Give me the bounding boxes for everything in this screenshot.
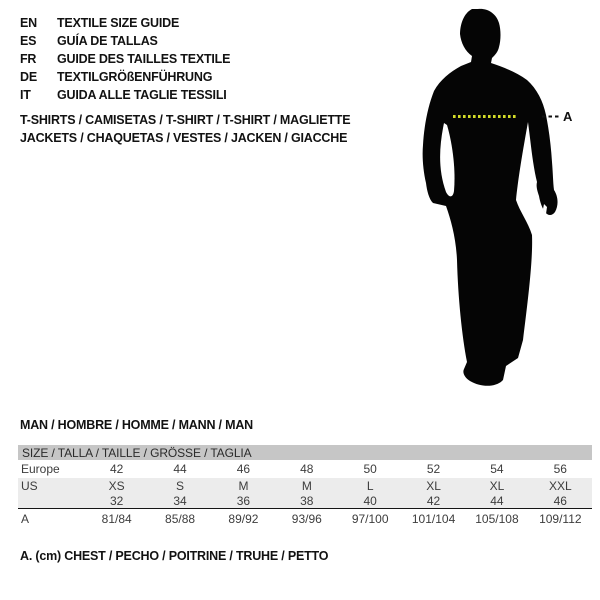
category-jackets: JACKETS / CHAQUETAS / VESTES / JACKEN / GIACCHE <box>20 131 348 145</box>
table-row-europe <box>18 460 592 478</box>
language-label: GUIDE DES TAILLES TEXTILE <box>57 52 231 66</box>
row-label: US <box>21 478 38 493</box>
language-row-it <box>20 86 230 104</box>
language-code: IT <box>20 88 31 102</box>
table-row-us <box>18 478 592 493</box>
size-cell: XS <box>108 478 125 493</box>
size-cell: 46 <box>236 462 251 476</box>
size-cell: 36 <box>236 493 251 508</box>
table-row-numeric <box>18 493 592 508</box>
measurement-footnote: A. (cm) CHEST / PECHO / POITRINE / TRUHE / PETTO <box>20 549 329 563</box>
language-row-en <box>20 14 230 32</box>
language-label: GUÍA DE TALLAS <box>57 34 158 48</box>
size-cell: 54 <box>490 462 504 476</box>
size-cell: 52 <box>426 462 441 476</box>
size-cell: 42 <box>110 462 124 476</box>
size-cell: S <box>176 478 185 493</box>
size-cell: XL <box>426 478 441 493</box>
size-table <box>18 445 592 528</box>
size-cell: 50 <box>363 462 377 476</box>
language-label: GUIDA ALLE TAGLIE TESSILI <box>57 88 227 102</box>
size-cell: 40 <box>363 493 377 508</box>
language-label: TEXTILE SIZE GUIDE <box>57 16 180 30</box>
size-table-header: SIZE / TALLA / TAILLE / GRÖSSE / TAGLIA <box>18 445 592 460</box>
language-row-de <box>20 68 230 86</box>
language-code: DE <box>20 70 37 84</box>
category-tshirts: T-SHIRTS / CAMISETAS / T-SHIRT / T-SHIRT / MAGLIETTE <box>20 113 351 127</box>
language-code: EN <box>20 16 37 30</box>
size-cell: 32 <box>110 493 124 508</box>
language-list <box>20 14 230 104</box>
section-title-man: MAN / HOMBRE / HOMME / MANN / MAN <box>20 418 253 432</box>
size-cell: XL <box>489 478 505 493</box>
size-cell: 38 <box>300 493 314 508</box>
size-cell: M <box>301 478 312 493</box>
language-row-es <box>20 32 230 50</box>
size-cell: XXL <box>548 478 572 493</box>
table-row-chest <box>18 508 592 528</box>
garment-categories <box>20 111 350 147</box>
size-cell: 85/88 <box>165 511 196 526</box>
size-cell: L <box>366 478 374 493</box>
size-cell: 105/108 <box>475 511 519 526</box>
row-label: A <box>21 511 30 526</box>
size-cell: 48 <box>300 462 314 476</box>
size-cell: 81/84 <box>101 511 132 526</box>
size-cell: 46 <box>553 493 567 508</box>
size-cell: 34 <box>173 493 187 508</box>
language-code: ES <box>20 34 37 48</box>
size-cell: 97/100 <box>351 511 389 526</box>
language-label: TEXTILGRÖßENFÜHRUNG <box>57 70 213 84</box>
size-cell: 93/96 <box>291 511 322 526</box>
size-cell: 42 <box>426 493 441 508</box>
man-silhouette <box>400 0 600 400</box>
size-cell: 44 <box>490 493 504 508</box>
size-cell: 89/92 <box>228 511 259 526</box>
size-cell: 44 <box>173 462 187 476</box>
size-cell: 109/112 <box>539 511 582 526</box>
size-cell: M <box>238 478 249 493</box>
silhouette-body <box>423 9 558 386</box>
language-code: FR <box>20 52 37 66</box>
measure-label: A <box>563 109 573 124</box>
size-cell: 101/104 <box>411 511 456 526</box>
row-label: Europe <box>21 462 60 476</box>
language-row-fr <box>20 50 230 68</box>
size-cell: 56 <box>553 462 567 476</box>
